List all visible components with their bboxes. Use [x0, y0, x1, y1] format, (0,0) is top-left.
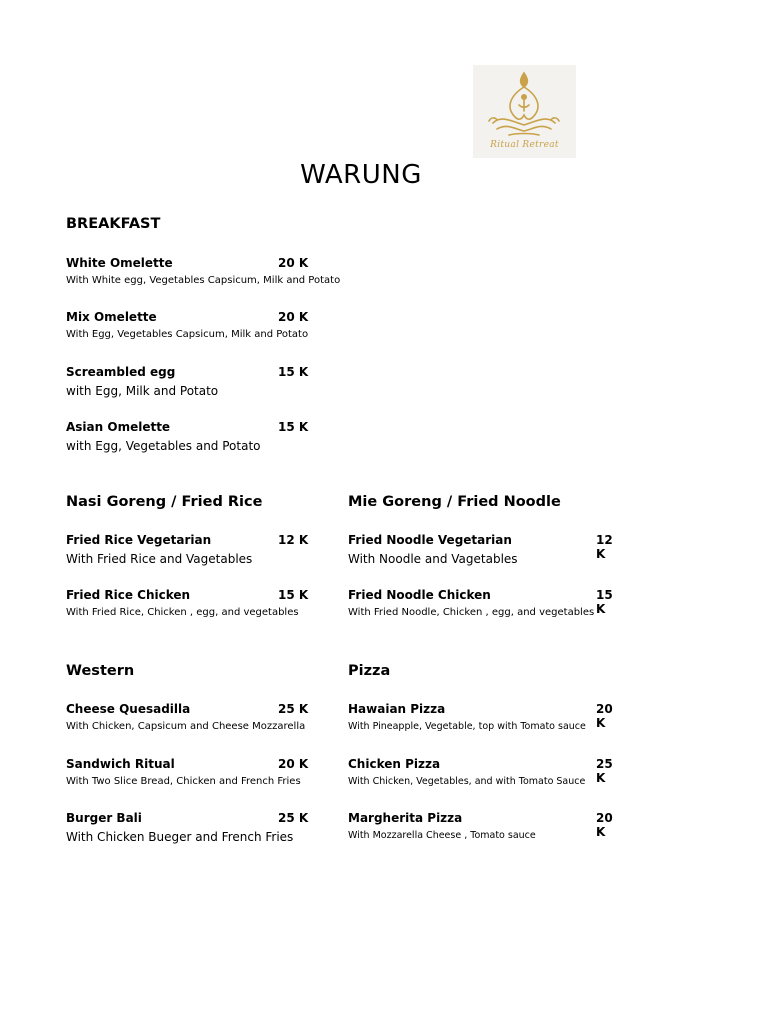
item-name: Screambled egg	[66, 365, 176, 379]
section-title-breakfast: BREAKFAST	[66, 216, 161, 232]
menu-item	[348, 811, 613, 841]
item-price: 12 K	[278, 533, 309, 547]
page-title: WARUNG	[300, 160, 422, 190]
menu-item	[66, 702, 326, 732]
item-name: Asian Omelette	[66, 420, 171, 434]
item-price: 25 K	[278, 811, 309, 825]
section-title-pizza: Pizza	[348, 663, 391, 679]
item-price: 15 K	[596, 588, 613, 616]
item-description: with Egg, Milk and Potato	[66, 384, 219, 398]
menu-item	[66, 310, 326, 340]
item-description: With Mozzarella Cheese , Tomato sauce	[348, 830, 536, 841]
menu-item	[66, 256, 341, 286]
item-description: With Chicken Bueger and French Fries	[66, 830, 294, 844]
section-title-mie-goreng: Mie Goreng / Fried Noodle	[348, 494, 561, 510]
item-price: 20 K	[278, 256, 309, 270]
ritual-retreat-logo	[473, 65, 576, 158]
item-description: With Chicken, Vegetables, and with Tomato Sauce	[348, 776, 586, 787]
item-description: With White egg, Vegetables Capsicum, Milk and Potato	[66, 275, 341, 286]
menu-item	[66, 365, 326, 398]
menu-item	[348, 533, 613, 566]
menu-item	[348, 588, 613, 618]
item-name: Fried Noodle Vegetarian	[348, 533, 512, 547]
menu-item	[66, 757, 326, 787]
menu-item	[66, 811, 326, 844]
item-price: 12 K	[596, 533, 613, 561]
item-price: 25 K	[278, 702, 309, 716]
item-price: 20 K	[278, 310, 309, 324]
item-description: With Pineapple, Vegetable, top with Tomato sauce	[348, 721, 586, 732]
menu-item	[348, 702, 613, 732]
item-description: With Fried Noodle, Chicken , egg, and vegetables	[348, 607, 595, 618]
item-price: 15 K	[278, 420, 309, 434]
item-name: Hawaian Pizza	[348, 702, 446, 716]
lotus-emblem-icon	[473, 65, 576, 145]
item-name: Fried Noodle Chicken	[348, 588, 491, 602]
item-name: Fried Rice Vegetarian	[66, 533, 212, 547]
item-description: With Two Slice Bread, Chicken and French Fries	[66, 776, 301, 787]
item-price: 20 K	[596, 811, 613, 839]
item-price: 25 K	[596, 757, 613, 785]
item-name: Cheese Quesadilla	[66, 702, 191, 716]
item-price: 20 K	[278, 757, 309, 771]
item-name: Sandwich Ritual	[66, 757, 175, 771]
item-price: 15 K	[278, 365, 309, 379]
menu-item	[66, 420, 326, 453]
item-description: with Egg, Vegetables and Potato	[66, 439, 261, 453]
menu-item	[66, 588, 326, 618]
item-description: With Egg, Vegetables Capsicum, Milk and Potato	[66, 329, 309, 340]
section-title-western: Western	[66, 663, 135, 679]
item-name: White Omelette	[66, 256, 173, 270]
item-name: Mix Omelette	[66, 310, 157, 324]
item-name: Fried Rice Chicken	[66, 588, 191, 602]
item-name: Burger Bali	[66, 811, 142, 825]
item-price: 20 K	[596, 702, 613, 730]
item-description: With Fried Rice, Chicken , egg, and vegetables	[66, 607, 299, 618]
item-name: Chicken Pizza	[348, 757, 441, 771]
item-name: Margherita Pizza	[348, 811, 463, 825]
item-description: With Noodle and Vagetables	[348, 552, 518, 566]
item-price: 15 K	[278, 588, 309, 602]
item-description: With Fried Rice and Vagetables	[66, 552, 253, 566]
logo-text: Ritual Retreat	[490, 140, 559, 150]
section-title-nasi-goreng: Nasi Goreng / Fried Rice	[66, 494, 263, 510]
menu-item	[348, 757, 613, 787]
menu-item	[66, 533, 326, 566]
item-description: With Chicken, Capsicum and Cheese Mozzarella	[66, 721, 306, 732]
